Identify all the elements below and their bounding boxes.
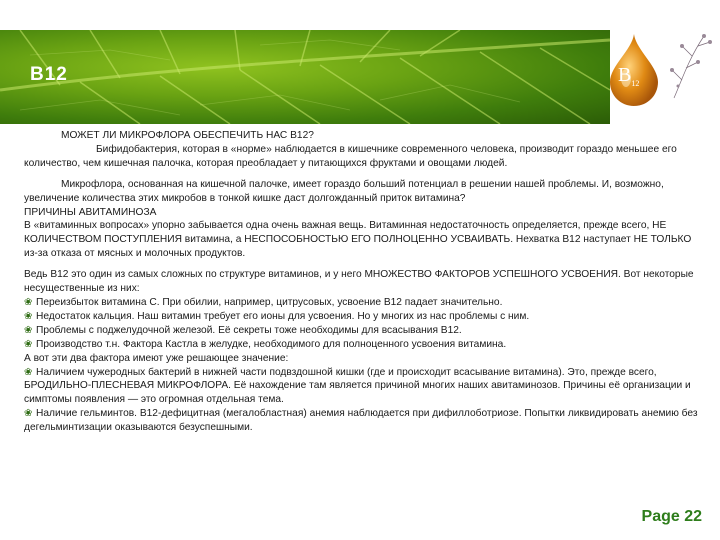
leaf-veins-icon (0, 30, 610, 124)
flower-bullet-icon: ❀ (24, 296, 33, 308)
list-item (24, 407, 704, 435)
paragraph-microflora (24, 178, 704, 206)
flower-bullet-icon: ❀ (24, 324, 33, 336)
flower-bullet-icon: ❀ (24, 338, 33, 350)
flower-bullet-icon: ❀ (24, 310, 33, 322)
list-item (24, 296, 704, 310)
flower-bullet-icon: ❀ (24, 366, 33, 378)
list-item (24, 338, 704, 352)
vitamin-drop-label (618, 64, 639, 88)
paragraph-bifido (24, 143, 704, 171)
body-text (24, 129, 704, 435)
causes-heading: ПРИЧИНЫ АВИТАМИНОЗА (24, 206, 157, 218)
list-item-text: Проблемы с поджелудочной железой. Её секреты тоже необходимы для всасывания В12. (36, 324, 462, 336)
list-item (24, 366, 704, 408)
paragraph-bifido-first: Бифидобактерия, которая в «норме» наблюдается в кишечнике современного человека, (96, 143, 517, 155)
list-item-text: Переизбыток витамина С. При обилии, например, цитрусовых, усвоение В12 падает значительно. (36, 296, 503, 308)
paragraph-microflora-rest: проблемы. И, возможно, увеличение количества этих микробов в тонкой кишке даст долгожданный приток витамина? (24, 178, 664, 204)
paragraph-factors: Ведь В12 это один из самых сложных по структуре витаминов, и у него МНОЖЕСТВО ФАКТОРОВ УСПЕШНОГО УСВОЕНИЯ. Вот некоторые несущественные из них: (24, 269, 694, 295)
drop-letter: B (618, 64, 632, 86)
flower-bullet-icon: ❀ (24, 408, 33, 420)
slide-title: B12 (30, 64, 68, 85)
decisive-factors-line: А вот эти два фактора имеют уже решающее значение: (24, 352, 289, 364)
paragraph-microflora-first: Микрофлора, основанная на кишечной палочке, имеет гораздо больший потенциал в решении нашей (61, 178, 546, 190)
list-item (24, 310, 704, 324)
list-item (24, 324, 704, 338)
list-item-text: Производство т.н. Фактора Кастла в желудке, необходимого для полноценного усвоения витамина. (36, 338, 507, 350)
paragraph-bifido-rest: производит гораздо меньшее его количество, чем кишечная палочка, которая преобладает у питающихся фруктами и овощами людей. (24, 143, 677, 169)
question-heading: МОЖЕТ ЛИ МИКРОФЛОРА ОБЕСПЕЧИТЬ НАС В12? (61, 130, 314, 141)
list-item-text: Наличие гельминтов. В12-дефицитная (мегалобластная) анемия наблюдается при дифиллоботриозе. Попытки ликвидировать анемию без дегельминтизации оказываются безуспешными. (24, 408, 698, 434)
list-item-text: Наличием чужеродных бактерий в нижней части подвздошной кишки (где и происходит всасывание витамина). Это, прежде всего, БРОДИЛЬНО-ПЛЕСНЕВАЯ МИКРОФЛОРА. Её нахождение там является причиной многих наших авитаминозов. Причины её организации и симптомы появления — это огромная отдельная тема. (24, 366, 691, 406)
paragraph-causes: В «витаминных вопросах» упорно забывается одна очень важная вещь. Витаминная недостаточность определяется, прежде всего, НЕ КОЛИЧЕСТВОМ ПОСТУПЛЕНИЯ витамина, а НЕСПОСОБНОСТЬЮ ЕГО ПОЛНОЦЕННО УСВАИВАТЬ. Нехватка В12 наступает НЕ ТОЛЬКО из-за отказа от мясных и молочных продуктов. (24, 220, 692, 260)
floral-sprig-icon (664, 30, 720, 100)
page-number: Page 22 (641, 508, 702, 525)
list-item-text: Недостаток кальция. Наш витамин требует его ионы для усвоения. Но у многих из нас проблемы с ним. (36, 310, 530, 322)
drop-subscript: 12 (631, 79, 640, 88)
